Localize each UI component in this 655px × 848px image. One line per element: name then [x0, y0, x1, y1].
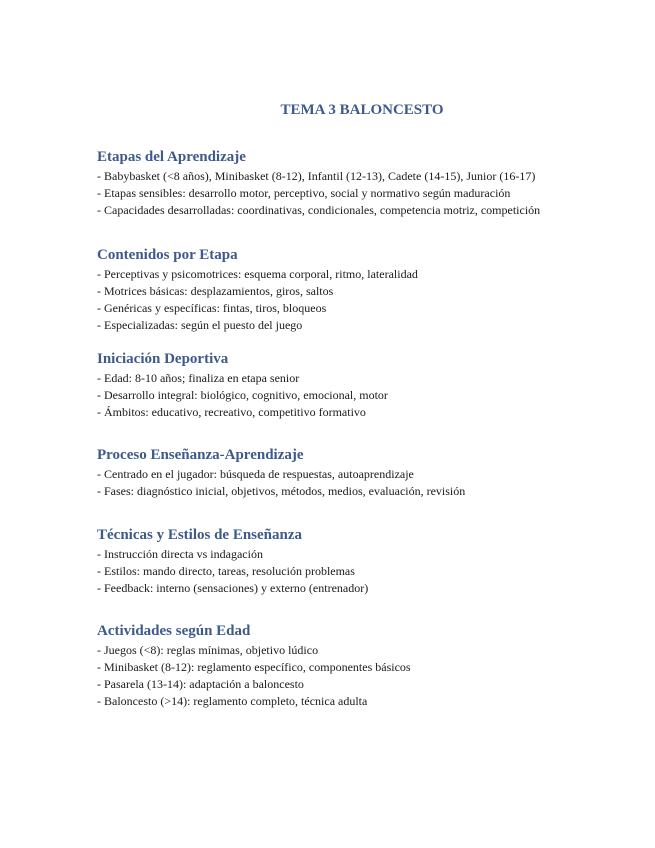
section-heading: Etapas del Aprendizaje [97, 149, 246, 165]
list-item: - Instrucción directa vs indagación [97, 547, 263, 561]
section-etapas [97, 147, 567, 219]
list-item: - Pasarela (13-14): adaptación a baloncesto [97, 677, 304, 691]
section-heading: Contenidos por Etapa [97, 247, 238, 263]
list-item: - Perceptivas y psicomotrices: esquema corporal, ritmo, lateralidad [97, 267, 418, 281]
section-tecnicas [97, 525, 567, 597]
section-actividades [97, 621, 567, 710]
section-heading: Actividades según Edad [97, 623, 251, 639]
section-list [97, 466, 567, 500]
list-item: - Capacidades desarrolladas: coordinativas, condicionales, competencia motriz, competición [97, 203, 541, 217]
section-list [97, 546, 567, 597]
list-item: - Edad: 8-10 años; finaliza en etapa senior [97, 371, 300, 385]
list-item: - Motrices básicas: desplazamientos, giros, saltos [97, 284, 334, 298]
section-heading: Técnicas y Estilos de Enseñanza [97, 527, 303, 543]
section-list [97, 642, 567, 710]
list-item: - Ámbitos: educativo, recreativo, competitivo formativo [97, 405, 366, 419]
list-item: - Feedback: interno (sensaciones) y externo (entrenador) [97, 581, 369, 595]
list-item: - Babybasket (<8 años), Minibasket (8-12), Infantil (12-13), Cadete (14-15), Junior (16-17) [97, 169, 536, 183]
section-heading: Iniciación Deportiva [97, 351, 229, 367]
list-item: - Estilos: mando directo, tareas, resolución problemas [97, 564, 355, 578]
document-page [97, 100, 567, 710]
section-list [97, 168, 567, 219]
list-item: - Desarrollo integral: biológico, cognitivo, emocional, motor [97, 388, 388, 402]
list-item: - Centrado en el jugador: búsqueda de respuestas, autoaprendizaje [97, 467, 414, 481]
section-list [97, 370, 567, 421]
section-list [97, 266, 567, 334]
list-item: - Genéricas y específicas: fintas, tiros, bloqueos [97, 301, 327, 315]
section-proceso [97, 445, 567, 500]
section-heading: Proceso Enseñanza-Aprendizaje [97, 447, 304, 463]
document-title: TEMA 3 BALONCESTO [280, 102, 444, 118]
list-item: - Etapas sensibles: desarrollo motor, perceptivo, social y normativo según maduración [97, 186, 511, 200]
list-item: - Minibasket (8-12): reglamento específico, componentes básicos [97, 660, 411, 674]
list-item: - Juegos (<8): reglas mínimas, objetivo lúdico [97, 643, 319, 657]
list-item: - Fases: diagnóstico inicial, objetivos, métodos, medios, evaluación, revisión [97, 484, 466, 498]
list-item: - Baloncesto (>14): reglamento completo, técnica adulta [97, 694, 368, 708]
section-iniciacion [97, 349, 567, 421]
section-contenidos [97, 245, 567, 334]
list-item: - Especializadas: según el puesto del juego [97, 318, 303, 332]
